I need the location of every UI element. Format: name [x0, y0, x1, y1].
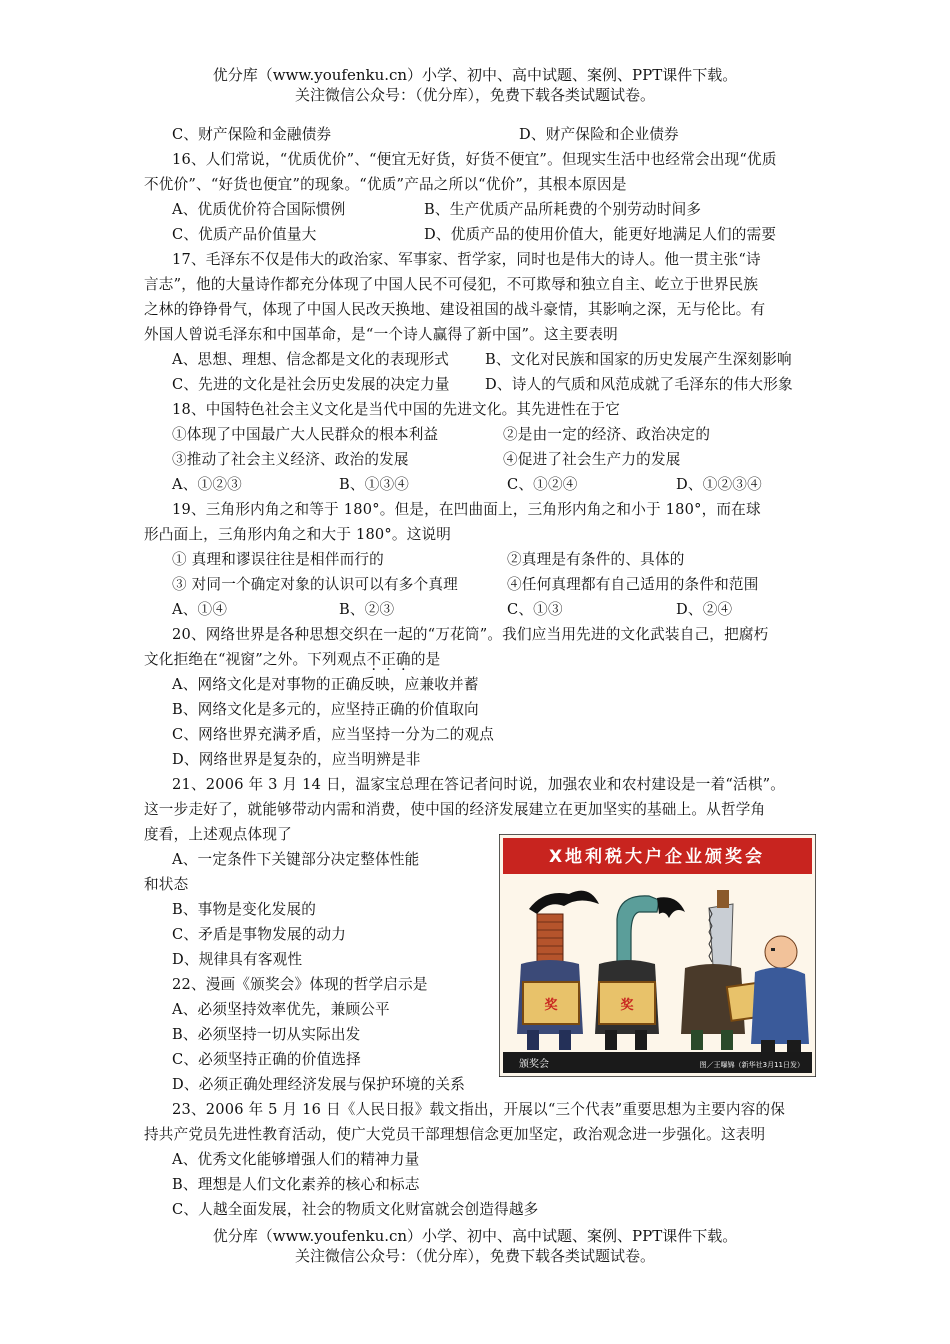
q21-option-d: D、规律具有客观性 [172, 951, 303, 968]
q17-option-b: B、文化对民族和国家的历史发展产生深刻影响 [485, 351, 792, 368]
q20-stem-1: 20、网络世界是各种思想交织在一起的“万花筒”。我们应当用先进的文化武装自己，把腐朽 [172, 626, 769, 643]
q17-option-a: A、思想、理想、信念都是文化的表现形式 [172, 351, 450, 368]
cartoon-banner-text: X地利税大户企业颁奖会 [548, 847, 766, 867]
award-ceremony-cartoon [499, 834, 816, 1077]
q17-option-c: C、先进的文化是社会历史发展的决定力量 [172, 376, 450, 393]
page-header-line1: 优分库（www.youfenku.cn）小学、初中、高中试题、案例、PPT课件下载。 [212, 66, 738, 84]
q23-stem-2: 持共产党员先进性教育活动，使广大党员干部理想信念更加坚定，政治观念进一步强化。这表明 [144, 1126, 766, 1143]
q20-stem-2 [144, 650, 440, 670]
q20-option-c: C、网络世界充满矛盾，应当坚持一分为二的观点 [172, 726, 495, 743]
q15-option-d: D、财产保险和企业债券 [519, 126, 679, 143]
q20-option-a: A、网络文化是对事物的正确反映，应兼收并蓄 [172, 676, 479, 693]
q22-option-d: D、必须正确处理经济发展与保护环境的关系 [172, 1076, 465, 1093]
q21-option-c: C、矛盾是事物发展的动力 [172, 926, 347, 943]
q20-option-b: B、网络文化是多元的，应坚持正确的价值取向 [172, 701, 479, 718]
award-certificate-text: 奖 [620, 998, 634, 1013]
q17-option-d: D、诗人的气质和风范成就了毛泽东的伟大形象 [485, 376, 793, 393]
page-header-line2: 关注微信公众号：（优分库），免费下载各类试题试卷。 [294, 86, 655, 104]
q17-stem-1: 17、毛泽东不仅是伟大的政治家、军事家、哲学家，同时也是伟大的诗人。他一贯主张“诗 [172, 251, 761, 268]
q18-statement-2: ②是由一定的经济、政治决定的 [503, 426, 711, 443]
q16-stem-1: 16、人们常说，“优质优价”、“便宜无好货，好货不便宜”。但现实生活中也经常会出现“优质 [172, 151, 777, 168]
q16-option-d: D、优质产品的使用价值大，能更好地满足人们的需要 [424, 226, 777, 243]
q19-option-c: C、①③ [507, 601, 563, 618]
q19-option-d: D、②④ [676, 601, 733, 618]
q19-stem-2: 形凸面上，三角形内角之和大于 180°。这说明 [144, 526, 452, 543]
q18-statement-3: ③推动了社会主义经济、政治的发展 [172, 451, 409, 468]
q17-stem-2: 言志”，他的大量诗作都充分体现了中国人民不可侵犯，不可欺辱和独立自主、屹立于世界民族 [144, 276, 759, 293]
q19-statement-2: ②真理是有条件的、具体的 [507, 551, 685, 568]
q22-option-a: A、必须坚持效率优先，兼顾公平 [172, 1001, 390, 1018]
q16-stem-2: 不优价”、“好货也便宜”的现象。“优质”产品之所以“优价”，其根本原因是 [144, 176, 627, 193]
q22-option-b: B、必须坚持一切从实际出发 [172, 1026, 361, 1043]
q18-statement-1: ①体现了中国最广大人民群众的根本利益 [172, 426, 439, 443]
q18-stem: 18、中国特色社会主义文化是当代中国的先进文化。其先进性在于它 [172, 401, 620, 418]
award-certificate-text: 奖 [544, 998, 558, 1013]
q21-stem-3: 度看，上述观点体现了 [144, 826, 292, 843]
q18-option-c: C、①②④ [507, 476, 578, 493]
q19-statement-1: ① 真理和谬误往往是相伴而行的 [172, 551, 384, 568]
emphasis-char: 不 [366, 651, 382, 668]
q23-option-c: C、人越全面发展，社会的物质文化财富就会创造得越多 [172, 1201, 539, 1218]
q18-option-d: D、①②③④ [676, 476, 762, 493]
cartoon-caption: 颁奖会 [519, 1059, 549, 1070]
q20-option-d: D、网络世界是复杂的，应当明辨是非 [172, 751, 421, 768]
q21-option-a: A、一定条件下关键部分决定整体性能 [172, 851, 420, 868]
q18-statement-4: ④促进了社会生产力的发展 [503, 451, 681, 468]
q20-stem-2-pre: 文化拒绝在“视窗”之外。下列观点 [144, 651, 367, 668]
q21-option-b: B、事物是变化发展的 [172, 901, 317, 918]
q19-option-a: A、①④ [172, 601, 228, 618]
q19-statement-3: ③ 对同一个确定对象的认识可以有多个真理 [172, 576, 458, 593]
q19-option-b: B、②③ [339, 601, 395, 618]
q17-stem-3: 之林的铮铮骨气，体现了中国人民改天换地、建设祖国的战斗豪情，其影响之深，无与伦比。有 [144, 301, 766, 318]
q20-stem-2-post: 的是 [410, 651, 441, 668]
q23-stem-1: 23、2006 年 5 月 16 日《人民日报》载文指出，开展以“三个代表”重要思想为主要内容的保 [172, 1101, 786, 1118]
q16-option-b: B、生产优质产品所耗费的个别劳动时间多 [424, 201, 702, 218]
q21-option-a-cont: 和状态 [144, 876, 189, 893]
q22-stem: 22、漫画《颁奖会》体现的哲学启示是 [172, 976, 428, 993]
page-footer-line2: 关注微信公众号：（优分库），免费下载各类试题试卷。 [294, 1247, 655, 1265]
q23-option-a: A、优秀文化能够增强人们的精神力量 [172, 1151, 420, 1168]
q21-stem-2: 这一步走好了，就能够带动内需和消费，使中国的经济发展建立在更加坚实的基础上。从哲学角 [144, 801, 766, 818]
q15-option-c: C、财产保险和金融债券 [172, 126, 332, 143]
q16-option-a: A、优质优价符合国际惯例 [172, 201, 346, 218]
q16-option-c: C、优质产品价值量大 [172, 226, 317, 243]
q19-stem-1: 19、三角形内角之和等于 180°。但是，在凹曲面上，三角形内角之和小于 180°，而在球 [172, 501, 761, 518]
emphasis-char: 确 [396, 651, 411, 668]
q19-statement-4: ④任何真理都有自己适用的条件和范围 [507, 576, 759, 593]
q21-stem-1: 21、2006 年 3 月 14 日，温家宝总理在答记者问时说，加强农业和农村建设是一着“活棋”。 [172, 776, 786, 793]
q23-option-b: B、理想是人们文化素养的核心和标志 [172, 1176, 420, 1193]
q17-stem-4: 外国人曾说毛泽东和中国革命，是“一个诗人赢得了新中国”。这主要表明 [144, 326, 618, 343]
emphasis-char: 正 [381, 651, 397, 668]
q22-option-c: C、必须坚持正确的价值选择 [172, 1051, 361, 1068]
page-footer-line1: 优分库（www.youfenku.cn）小学、初中、高中试题、案例、PPT课件下载。 [212, 1227, 738, 1245]
q18-option-b: B、①③④ [339, 476, 410, 493]
cartoon-credit: 图／王曝锦（新华社3月11日发） [699, 1061, 804, 1069]
q18-option-a: A、①②③ [172, 476, 242, 493]
